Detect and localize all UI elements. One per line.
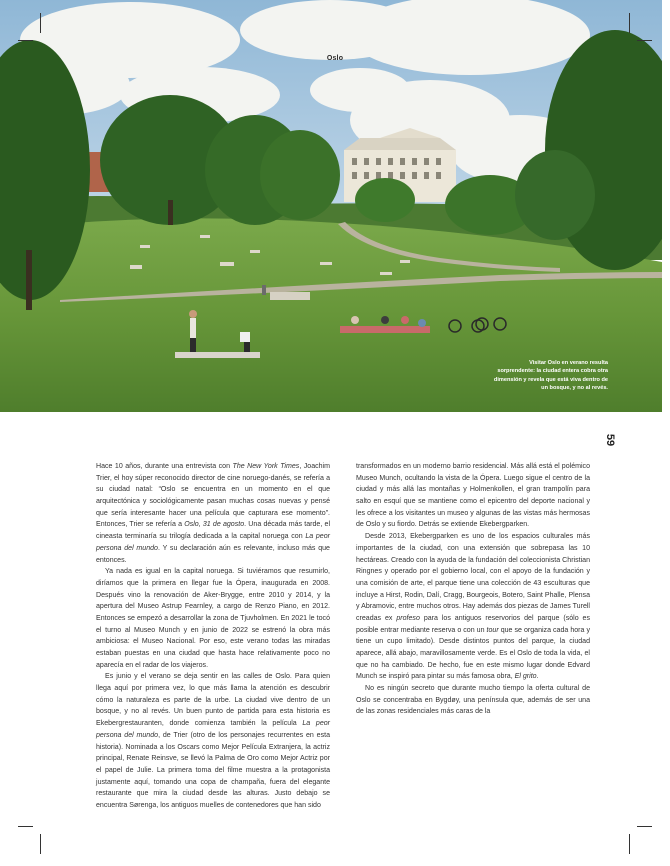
page-number: 59: [604, 433, 617, 447]
crop-mark-top-right-h: [637, 40, 652, 41]
crop-mark-top-right-v: [629, 13, 630, 33]
article-paragraph-4: Desde 2013, Ekebergparken es uno de los espacios culturales más importantes de la ciudad, con una extensión que sobrepasa las 10 hectáreas. Creado con la ayuda de la fundación del coleccionista Christian Ringnes y operado por el gobierno local, con el apoyo de la fundación y una comisión de arte, el parque tiene una colección de 43 esculturas que incluye a Hirst, Rodin, Dalí, Cragg, Bourgeois, Botero, Saint Phalle, Plensa y Abramovic, entre muchos otros. Hay además dos piezas de James Turell creadas ex profeso para los antiguos reservorios del parque (sólo es posible entrar mediante reserva o con un tour que se organiza cada hora y tiene un cupo limitado). Desde distintos puntos del parque, la ciudad aparece, allá abajo, maravillosamente verde. Es el Oslo de toda la vida, el que no ha cambiado. De hecho, fue en este mismo lugar donde Edvard Munch se inspiró para pintar su más famosa obra, El grito.: [356, 533, 590, 681]
crop-mark-bottom-left-v: [40, 834, 41, 854]
article-paragraph-3: Es junio y el verano se deja sentir en las calles de Oslo. Para quien llega aquí por primera vez, lo que más llama la atención es descubrir cómo la naturaleza es parte de la urbe. La ciudad vive dentro de un bosque, y no al revés. Un buen punto de partida para esta historia es Ekebergrestauranten, donde comienza también la película La peor persona del mundo, de Trier (otro de los personajes recurrentes en esta historia). Nominada a los Oscars como Mejor Película Extranjera, la actriz principal, Renate Reinsve, se llevó la Palma de Oro como Mejor Actriz por el papel de Julie. La primera toma del filme muestra a la protagonista justamente aquí, tomando una copa de champaña, fuera del elegante restaurante que mira la ciudad desde las alturas. Justo debajo se encuentra Sørenga, los antiguos muelles de contenedores que han sido: [96, 673, 331, 809]
article-paragraph-5: No es ningún secreto que durante mucho tiempo la oferta cultural de Oslo se concentraba en Bygdøy, una península que, además de ser una de las zonas residenciales más caras de la: [356, 685, 590, 716]
crop-mark-bottom-right-h: [637, 826, 652, 827]
article-paragraph-3-continued: transformados en un moderno barrio residencial. Más allá está el polémico Museo Munch, ocultando la vista de la Ópera. Luego sigue el centro de la ciudad y más allá las montañas y Holmenkollen, el gran trampolín para salto en esquí que se mantiene como el epicentro del deporte nacional y les ofrece a los visitantes un museo y algunas de las vistas más hermosas de Oslo y su fiordo. Detrás se extiende Ekebergparken.: [356, 463, 590, 529]
article-paragraph-1: Hace 10 años, durante una entrevista con The New York Times, Joachim Trier, el hoy súper reconocido director de cine noruego-danés, se refería a su ciudad natal: “Oslo se encuentra en un momento en el que arquitectónica y sociológicamente pasan muchas cosas nuevas y pensé que sería interesante hacer una película que capturara ese momento”. Entonces, Trier se refería a Oslo, 31 de agosto. Una década más tarde, el cineasta terminaría su trilogía dedicada a la capital noruega con La peor persona del mundo. Y su declaración aún es relevante, incluso más que entonces.: [96, 463, 331, 564]
crop-mark-bottom-right-v: [629, 834, 630, 854]
photo-caption: Visitar Oslo en verano resulta sorprendente: la ciudad entera cobra otra dimensión y revela que está viva dentro de un bosque, y no al revés.: [493, 360, 608, 392]
article-paragraph-2: Ya nada es igual en la capital noruega. Si tuviéramos que resumirlo, diríamos que la primera en llegar fue la Ópera, inaugurada en 2008. Después vino la renovación de Aker-Brygge, entre 2010 y 2014, y la apertura del Museo Astrup Fearnley, a cargo de Renzo Piano, en 2012. Entonces se empezó a desarrollar la zona de Tjuvholmen. En 2021 le tocó el turno al Museo Munch y en junio de 2022 se estrenó la obra más ambiciosa: el Museo Nacional. Por eso, este verano todas las miradas estaban puestas en una ciudad que hasta hace relativamente poco no aparecía en el radar de los viajeros.: [96, 568, 330, 669]
crop-mark-top-left-v: [40, 13, 41, 33]
article-column-left: [96, 461, 330, 812]
crop-mark-top-left-h: [18, 40, 33, 41]
crop-mark-bottom-left-h: [18, 826, 33, 827]
article-column-right: [356, 461, 590, 718]
section-label: Oslo: [326, 55, 344, 62]
